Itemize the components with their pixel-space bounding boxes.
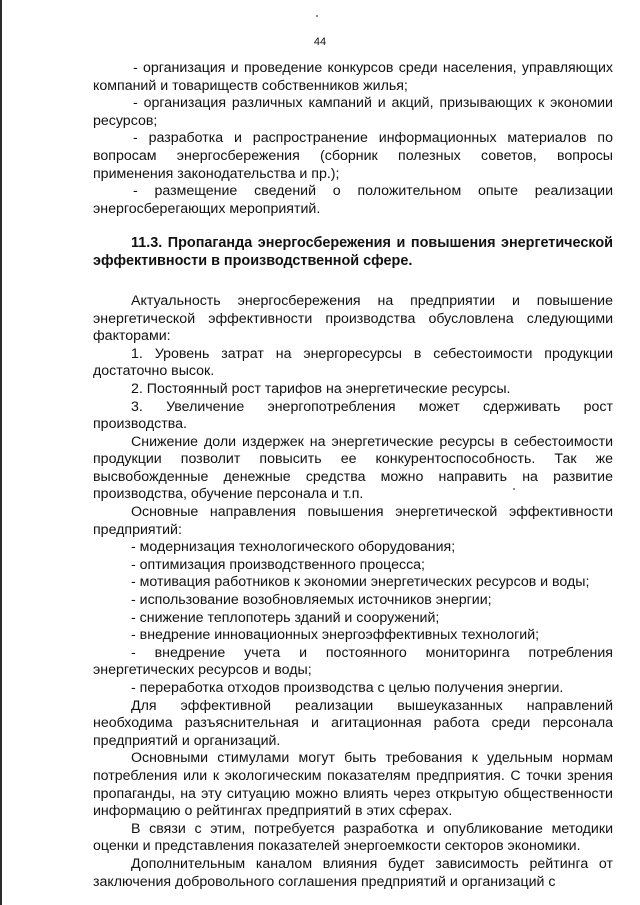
factor-item: 2. Постоянный рост тарифов на энергетические ресурсы. [131, 380, 511, 397]
direction-item: - переработка отходов производства с целью получения энергии. [131, 680, 564, 696]
section-heading: 11.3. Пропаганда энергосбережения и повышения энергетической эффективности в производственной сфере. [93, 235, 613, 270]
closing-paragraph: В связи с этим, потребуется разработка и опубликование методики оценки и представления показателей энергоемкости секторов экономики. [93, 820, 613, 855]
document-body [93, 60, 613, 891]
directions-intro: Основные направления повышения энергетической эффективности предприятий: [93, 504, 613, 538]
direction-item: - мотивация работников к экономии энергетических ресурсов и воды; [131, 574, 590, 591]
direction-item: - внедрение учета и постоянного мониторинга потребления энергетических ресурсов и воды; [93, 644, 613, 679]
direction-item: - использование возобновляемых источников энергии; [131, 592, 492, 609]
intro-bullet: - размещение сведений о положительном опыте реализации энергосберегающих мероприятий. [93, 183, 613, 217]
direction-item: - внедрение инновационных энергоэффективных технологий; [131, 627, 540, 644]
page-number: 44 [313, 36, 327, 48]
factors-intro: Актуальность энергосбережения на предприятии и повышение энергетической эффективности производства обусловлена следующими факторами: [93, 292, 613, 345]
closing-paragraph: Для эффективной реализации вышеуказанных направлений необходима разъяснительная и агитационная работа среди персонала предприятий и организаций. [93, 697, 613, 749]
scan-speck [316, 15, 318, 17]
direction-item: - оптимизация производственного процесса; [131, 556, 425, 573]
intro-bullet: - организация и проведение конкурсов среди населения, управляющих компаний и товариществ собственников жилья; [93, 60, 613, 94]
factor-item: 3. Увеличение энергопотребления может сдерживать рост производства. [93, 398, 613, 433]
intro-bullet: - разработка и распространение информационных материалов по вопросам энергосбережения (сборник полезных советов, вопросы применения законодательства и пр.); [93, 130, 613, 182]
direction-item: - снижение теплопотерь зданий и сооружений; [131, 609, 440, 626]
closing-paragraph: Основными стимулами могут быть требования к удельным нормам потребления или к экологическим показателям предприятия. С точки зрения пропаганды, на эту ситуацию можно влиять через открытую общественности информацию о рейтингах предприятий в этих сферах. [93, 750, 613, 820]
closing-paragraph: Дополнительным каналом влияния будет зависимость рейтинга от заключения добровольного соглашения предприятий и организаций с [93, 855, 613, 890]
scan-left-edge [0, 0, 2, 905]
cost-paragraph: Снижение доли издержек на энергетические ресурсы в себестоимости продукции позволит повысить ее конкурентоспособность. Так же высвобожденные денежные средства можно направить на развитие производства, обучение персонала и т.п. [93, 433, 613, 503]
intro-bullet: - организация различных кампаний и акций, призывающих к экономии ресурсов; [93, 95, 613, 129]
factor-item: 1. Уровень затрат на энергоресурсы в себестоимости продукции достаточно высок. [93, 345, 613, 380]
direction-item: - модернизация технологического оборудования; [131, 539, 456, 556]
